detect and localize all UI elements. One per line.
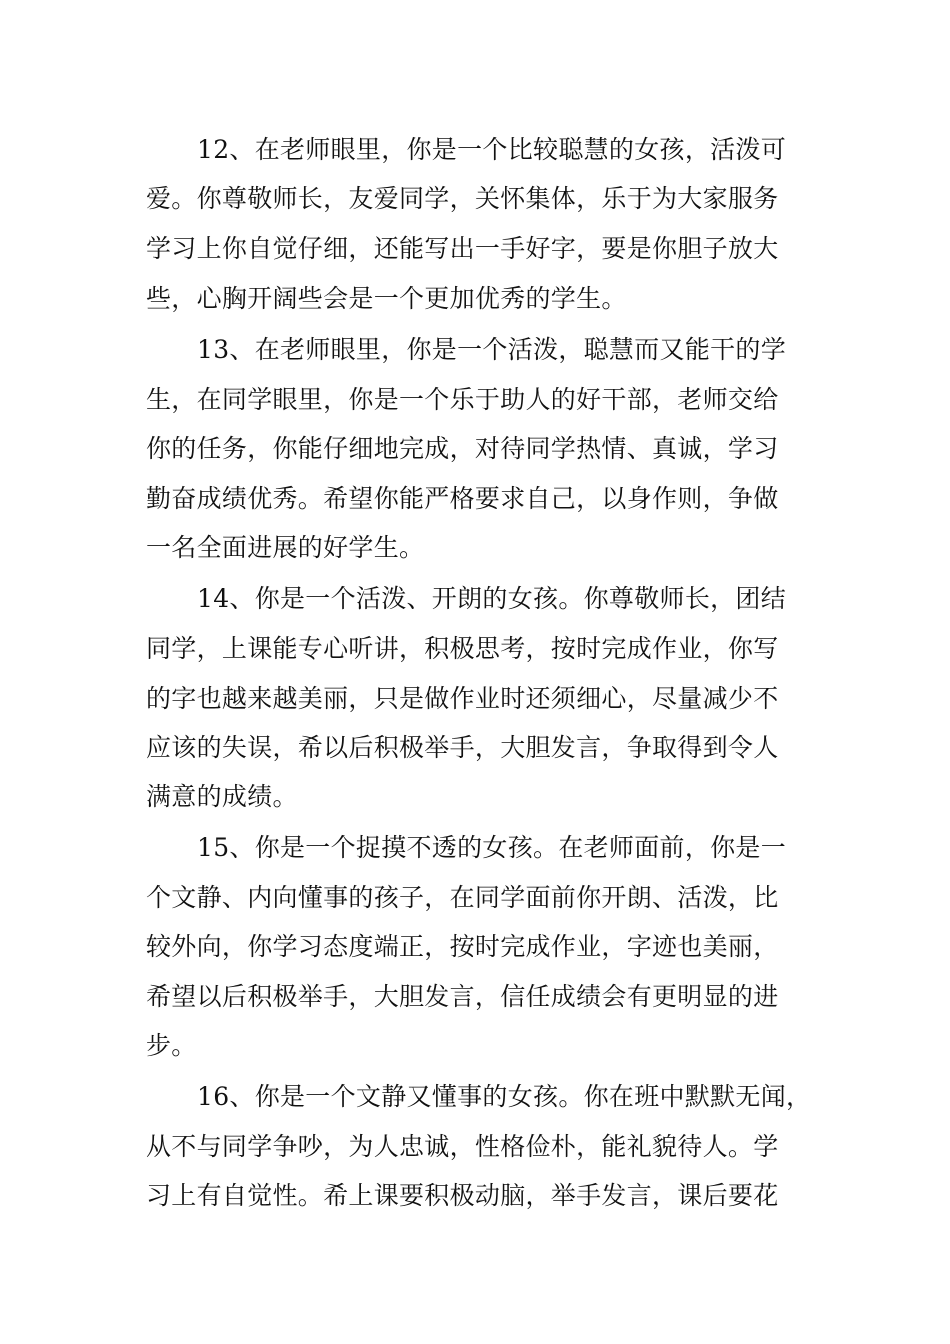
comment-13-line-2: 生，在同学眼里，你是一个乐于助人的好干部，老师交给 bbox=[146, 385, 779, 414]
comment-12-line-3: 学习上你自觉仔细，还能写出一手好字，要是你胆子放大 bbox=[146, 234, 779, 263]
comment-15-line-4: 希望以后积极举手，大胆发言，信任成绩会有更明显的进 bbox=[146, 982, 779, 1011]
comment-14-line-4: 应该的失误，希以后积极举手，大胆发言，争取得到令人 bbox=[146, 733, 779, 762]
comment-15-line-3: 较外向，你学习态度端正，按时完成作业，字迹也美丽， bbox=[146, 932, 779, 961]
comment-13-line-3: 你的任务，你能仔细地完成，对待同学热情、真诚，学习 bbox=[146, 434, 779, 463]
comment-16-line-3: 习上有自觉性。希上课要积极动脑，举手发言，课后要花 bbox=[146, 1181, 779, 1210]
comment-12-line-4: 些，心胸开阔些会是一个更加优秀的学生。 bbox=[146, 284, 627, 313]
comment-14-line-3: 的字也越来越美丽，只是做作业时还须细心，尽量减少不 bbox=[146, 684, 779, 713]
comment-15-line-5: 步。 bbox=[146, 1031, 197, 1060]
comment-13-line-5: 一名全面进展的好学生。 bbox=[146, 533, 425, 562]
comment-12-line-2: 爱。你尊敬师长，友爱同学，关怀集体，乐于为大家服务 bbox=[146, 184, 779, 213]
comment-14-line-5: 满意的成绩。 bbox=[146, 782, 298, 811]
comment-16-line-2: 从不与同学争吵，为人忠诚，性格俭朴，能礼貌待人。学 bbox=[146, 1132, 779, 1161]
comment-14-line-1: 14、你是一个活泼、开朗的女孩。你尊敬师长，团结 bbox=[197, 584, 787, 613]
comment-15-line-1: 15、你是一个捉摸不透的女孩。在老师面前，你是一 bbox=[197, 833, 787, 862]
comment-16-line-1: 16、你是一个文静又懂事的女孩。你在班中默默无闻， bbox=[197, 1082, 812, 1111]
comment-13-line-1: 13、在老师眼里，你是一个活泼，聪慧而又能干的学 bbox=[197, 335, 787, 364]
comment-13-line-4: 勤奋成绩优秀。希望你能严格要求自己，以身作则，争做 bbox=[146, 484, 779, 513]
comment-15-line-2: 个文静、内向懂事的孩子，在同学面前你开朗、活泼，比 bbox=[146, 883, 779, 912]
comment-12-line-1: 12、在老师眼里，你是一个比较聪慧的女孩，活泼可 bbox=[197, 135, 787, 164]
comment-14-line-2: 同学，上课能专心听讲，积极思考，按时完成作业，你写 bbox=[146, 634, 779, 663]
